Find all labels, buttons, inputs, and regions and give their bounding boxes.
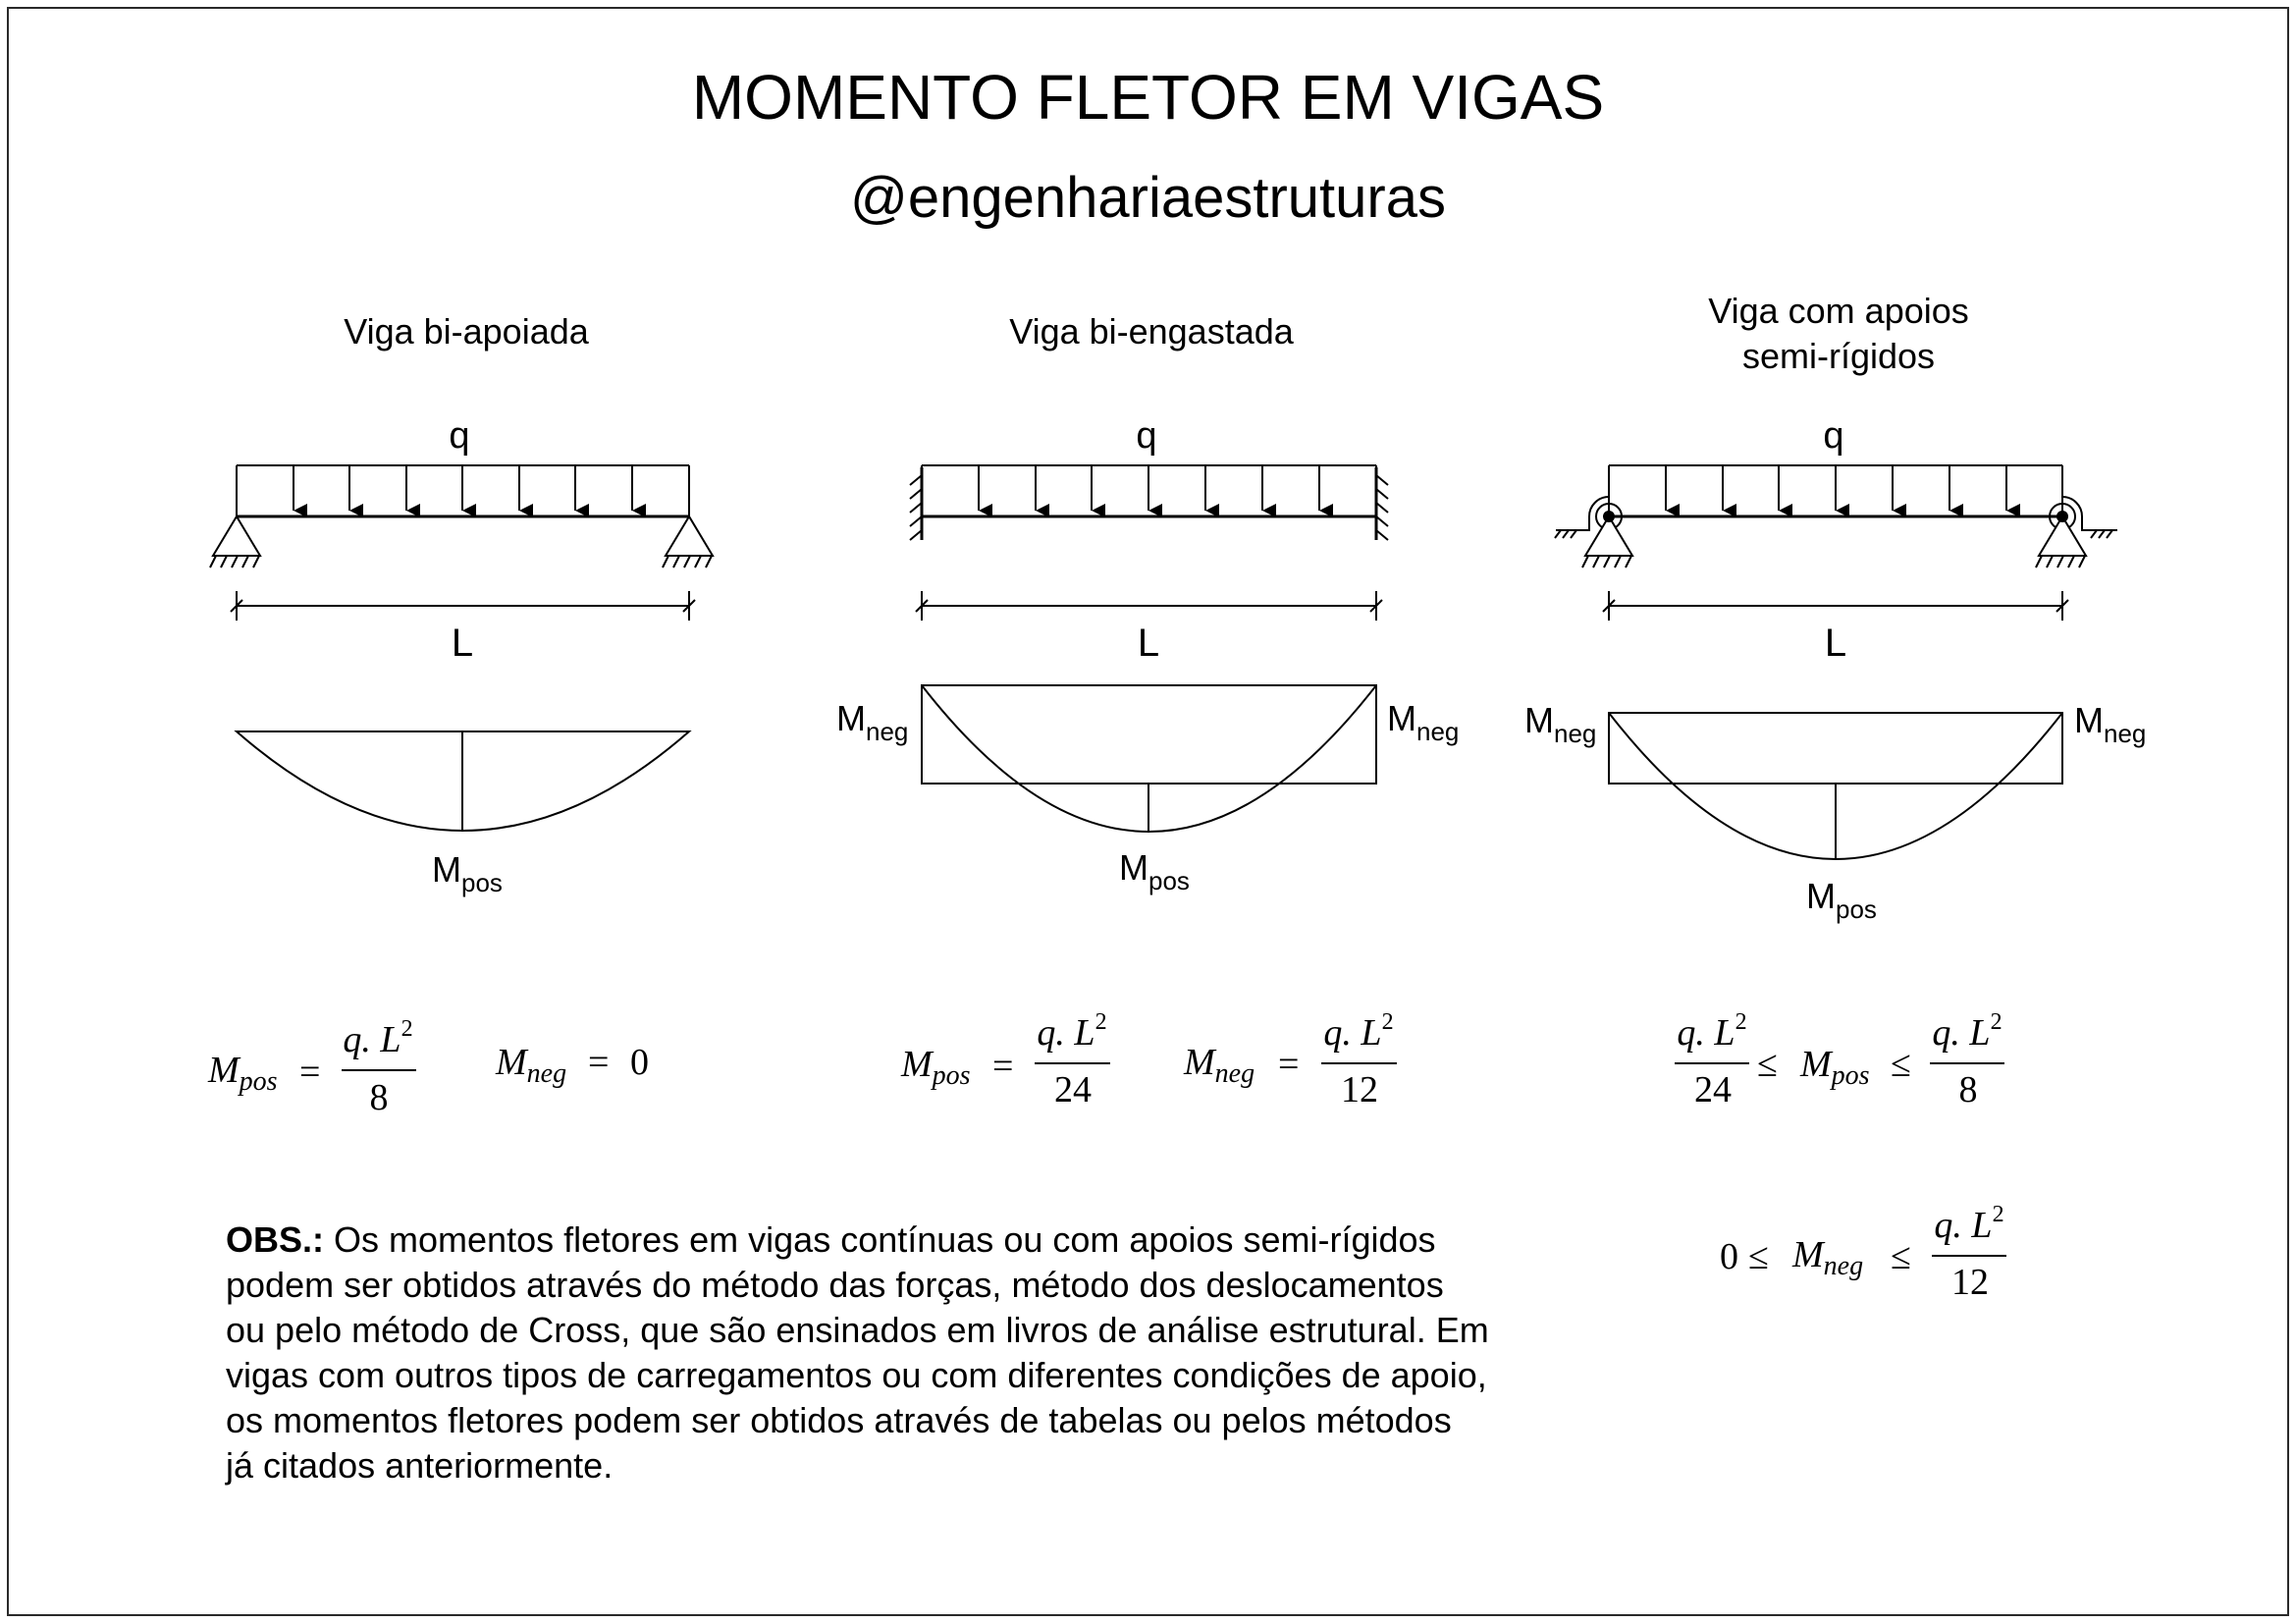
case-1-mpos-equals: =	[299, 1052, 321, 1093]
case-3-right-semirigid-support	[2036, 497, 2117, 568]
case-1-right-pin-support	[663, 516, 713, 568]
case-2-right-fixed-support	[1376, 467, 1388, 540]
case-3-mneg-high-numerator: q. $L^2$	[1934, 1202, 2004, 1246]
case-3-right-mneg-label: $M_{neg}$	[2074, 700, 2147, 748]
case-3-mpos-high-numerator: q. $L^2$	[1932, 1009, 2002, 1054]
case-2-mpos-equals: =	[992, 1046, 1014, 1087]
case-3-mpos-low-numerator: q. $L^2$	[1677, 1009, 1747, 1054]
case-2-left-fixed-support	[910, 467, 922, 540]
case-2-right-mneg-label: $M_{neg}$	[1387, 698, 1460, 746]
obs-line-5: os momentos fletores podem ser obtidos através de tabelas ou pelos métodos	[226, 1400, 1452, 1440]
case-3-span-dimension	[1603, 591, 2068, 621]
obs-label: OBS.:	[226, 1219, 325, 1260]
case-2-mneg-numerator: q. $L^2$	[1323, 1009, 1394, 1054]
case-1-left-pin-support	[210, 516, 260, 568]
case-3-mpos-mid: $M_{pos}$	[1800, 1044, 1870, 1091]
case-3-mpos-leq-2: ≤	[1891, 1044, 1911, 1085]
case-3-mpos-label: $M_{pos}$	[1806, 876, 1877, 924]
case-2-mneg-lhs: $M_{neg}$	[1184, 1042, 1255, 1089]
case-3-mneg-high-denominator: 12	[1951, 1262, 1989, 1303]
case-2-mneg-equals: =	[1278, 1044, 1300, 1085]
obs-line-2: podem ser obtidos através do método das forças, método dos deslocamentos	[226, 1265, 1444, 1305]
case-2-moment-frame	[922, 685, 1376, 784]
case-1-mneg-rhs: 0	[630, 1042, 649, 1083]
obs-line-6: já citados anteriormente.	[226, 1445, 614, 1486]
case-1-mpos-denominator: 8	[369, 1077, 389, 1118]
case-3-load-label: q	[1823, 415, 1844, 457]
case-1-mpos-lhs: $M_{pos}$	[208, 1050, 278, 1097]
case-3-formulas	[1675, 1009, 2006, 1303]
case-2-mpos-denominator: 24	[1054, 1069, 1092, 1110]
case-2-formulas	[900, 1009, 1397, 1110]
case-2-title: Viga bi-engastada	[1009, 311, 1294, 352]
case-2-span-label: L	[1137, 622, 1160, 665]
case-3-title-line2: semi-rígidos	[1741, 336, 1936, 376]
case-3-mneg-leq-2: ≤	[1891, 1236, 1911, 1277]
case-2-left-mneg-label: $M_{neg}$	[836, 698, 909, 746]
case-3-mpos-high-denominator: 8	[1958, 1069, 1978, 1110]
case-2-mpos-numerator: q. $L^2$	[1037, 1009, 1107, 1054]
case-2-mpos-label: $M_{pos}$	[1119, 847, 1190, 895]
case-3-moment-frame	[1609, 713, 2062, 784]
case-2-mpos-lhs: $M_{pos}$	[901, 1044, 971, 1091]
case-1-title: Viga bi-apoiada	[344, 311, 589, 352]
case-3-title-line1: Viga com apoios	[1708, 291, 1969, 331]
page-subtitle: @engenhariaestruturas	[849, 166, 1447, 230]
case-3-mpos-low-denominator: 24	[1694, 1069, 1732, 1110]
case-3-span-label: L	[1824, 622, 1847, 665]
case-1-span-dimension	[231, 591, 695, 621]
obs-line-1: OBS.: Os momentos fletores em vigas contínuas ou com apoios semi-rígidos	[226, 1219, 1436, 1260]
case-2-load-arrows	[979, 465, 1319, 511]
case-1-mneg-lhs: $M_{neg}$	[496, 1042, 567, 1089]
page-title: MOMENTO FLETOR EM VIGAS	[691, 62, 1605, 133]
case-3-mneg-low: 0	[1720, 1236, 1738, 1277]
case-3-load-arrows	[1666, 465, 2006, 511]
case-3-left-semirigid-support	[1555, 497, 1632, 568]
case-1-formulas	[207, 1016, 649, 1118]
case-3-mneg-leq-1: ≤	[1748, 1236, 1769, 1277]
case-2-span-dimension	[916, 591, 1382, 621]
obs-line-4: vigas com outros tipos de carregamentos ou com diferentes condições de apoio,	[226, 1355, 1487, 1395]
case-1-mpos-numerator: q. $L^2$	[343, 1016, 413, 1060]
case-1-span-label: L	[451, 622, 474, 665]
case-1-load-arrows	[294, 465, 632, 511]
case-2-mneg-denominator: 12	[1341, 1069, 1378, 1110]
case-3-left-mneg-label: $M_{neg}$	[1524, 700, 1597, 748]
case-3-mneg-mid: $M_{neg}$	[1792, 1234, 1864, 1281]
obs-note	[226, 1217, 1620, 1488]
case-3-mpos-leq-1: ≤	[1757, 1044, 1778, 1085]
obs-line-3: ou pelo método de Cross, que são ensinados em livros de análise estrutural. Em	[226, 1310, 1489, 1350]
case-1-load-label: q	[449, 415, 470, 457]
case-1-mneg-equals: =	[588, 1042, 610, 1083]
case-2-load-label: q	[1136, 415, 1157, 457]
case-1-mpos-label: $M_{pos}$	[432, 849, 503, 897]
